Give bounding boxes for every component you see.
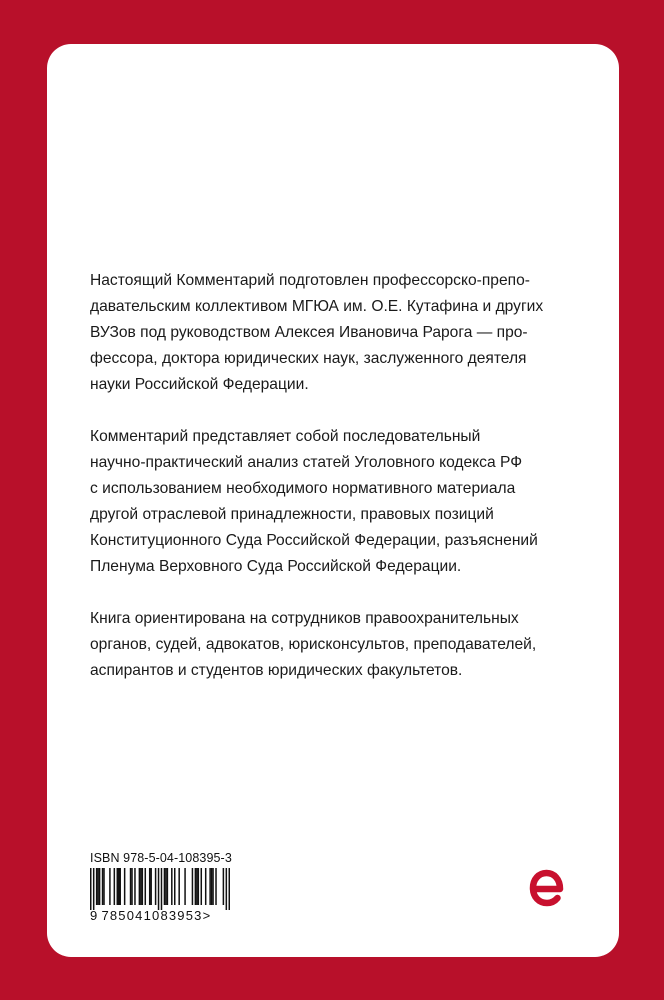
- barcode-bar: [212, 868, 214, 905]
- annotation-paragraph-3: [90, 606, 590, 684]
- barcode-bar: [226, 868, 228, 910]
- annotation-paragraph-2: [90, 424, 590, 580]
- annotation-line: Комментарий представляет собой последовательный: [90, 428, 481, 445]
- ean13-barcode: [90, 868, 230, 910]
- annotation-line: давательским коллективом МГЮА им. О.Е. Кутафина и других: [90, 298, 544, 315]
- barcode-bar: [103, 868, 105, 905]
- annotation-line: Настоящий Комментарий подготовлен профессорско-препо-: [90, 272, 530, 289]
- barcode-bar: [124, 868, 126, 905]
- barcode-bar: [215, 868, 217, 905]
- barcode-bar: [178, 868, 180, 905]
- eksmo-logo-icon: [525, 866, 569, 910]
- barcode-bar: [196, 868, 198, 905]
- annotation-line: ВУЗов под руководством Алексея Ивановича Рарога — про-: [90, 324, 528, 341]
- barcode-bar: [223, 868, 225, 905]
- annotation-line: Книга ориентирована на сотрудников правоохранительных: [90, 610, 519, 627]
- barcode-bar: [90, 868, 92, 910]
- annotation-line: с использованием необходимого нормативного материала: [90, 480, 516, 497]
- barcode-bar: [142, 868, 144, 905]
- barcode-bar: [93, 868, 95, 910]
- barcode-bar: [161, 868, 163, 910]
- barcode-bar: [118, 868, 120, 905]
- barcode-bar: [198, 868, 200, 905]
- annotation-line: органов, судей, адвокатов, юрисконсультов, преподавателей,: [90, 636, 537, 653]
- annotation-line: аспирантов и студентов юридических факультетов.: [90, 662, 463, 679]
- barcode-bar: [165, 868, 167, 905]
- barcode-bar: [155, 868, 157, 905]
- barcode-bar: [109, 868, 111, 905]
- barcode-bar: [134, 868, 136, 905]
- annotation-paragraph-1: [90, 268, 590, 398]
- barcode-bar: [114, 868, 116, 905]
- barcode-quiet-zone-mark: >: [202, 908, 212, 923]
- barcode-bar: [140, 868, 142, 905]
- barcode-bar: [99, 868, 101, 905]
- barcode-digits: [90, 908, 240, 923]
- barcode-first-digit: 9: [90, 908, 99, 923]
- barcode-bar: [167, 868, 169, 905]
- barcode-bar: [97, 868, 99, 905]
- annotation-line: научно-практический анализ статей Уголовного кодекса РФ: [90, 454, 523, 471]
- annotation-line: Конституционного Суда Российской Федерации, разъяснений: [90, 532, 538, 549]
- annotation-line: науки Российской Федерации.: [90, 376, 309, 393]
- annotation-line: Пленума Верховного Суда Российской Федерации.: [90, 558, 462, 575]
- isbn-label: ISBN 978-5-04-108395-3: [90, 851, 232, 865]
- barcode-bar: [149, 868, 151, 905]
- barcode-bar: [150, 868, 152, 905]
- barcode-digit-string: 785041083953: [101, 908, 203, 923]
- barcode-bar: [229, 868, 230, 910]
- barcode-bar: [171, 868, 173, 905]
- barcode-bar: [96, 868, 98, 905]
- barcode-bar: [192, 868, 194, 905]
- barcode-bar: [174, 868, 176, 905]
- barcode-bar: [184, 868, 186, 905]
- book-annotation: [90, 268, 590, 710]
- barcode-bar: [119, 868, 121, 905]
- barcode-bar: [195, 868, 197, 905]
- barcode-bar: [130, 868, 132, 905]
- barcode-bar: [131, 868, 133, 905]
- barcode-bar: [201, 868, 203, 905]
- annotation-line: фессора, доктора юридических наук, заслуженного деятеля: [90, 350, 527, 367]
- barcode-bar: [102, 868, 104, 905]
- barcode-bar: [164, 868, 166, 905]
- barcode-bar: [205, 868, 207, 905]
- barcode-bar: [117, 868, 119, 905]
- barcode-bar: [145, 868, 147, 905]
- barcode-bar: [139, 868, 141, 905]
- annotation-line: другой отраслевой принадлежности, правовых позиций: [90, 506, 494, 523]
- barcode-bar: [158, 868, 160, 910]
- barcode-bar: [209, 868, 211, 905]
- barcode-bar: [211, 868, 213, 905]
